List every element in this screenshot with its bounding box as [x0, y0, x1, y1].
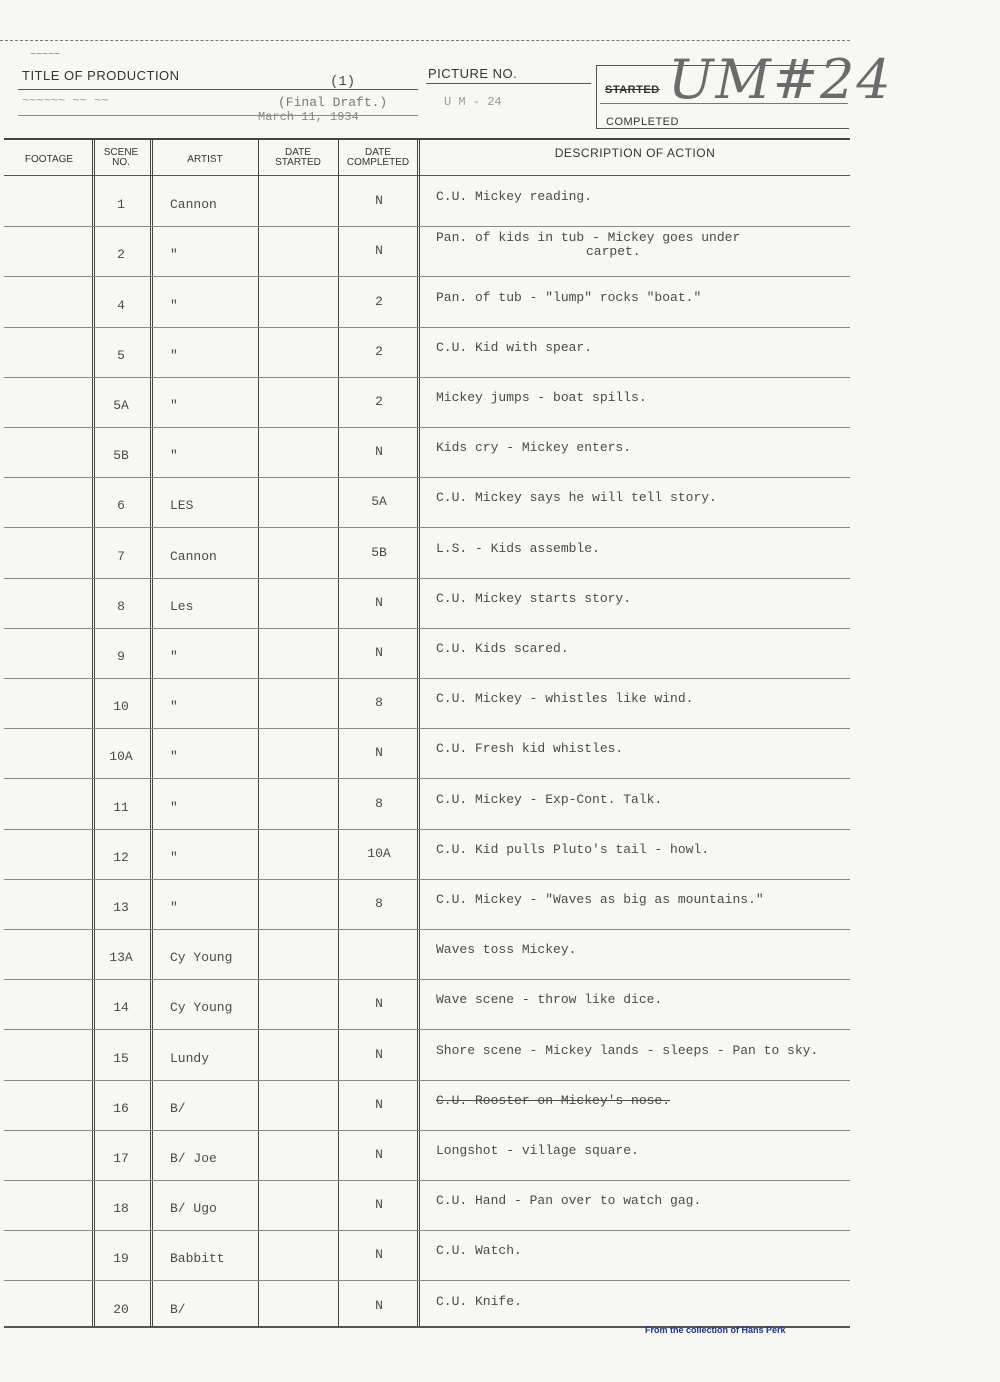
action-description: L.S. - Kids assemble.	[436, 540, 600, 556]
artist-name: "	[170, 749, 178, 765]
artist-name: Babbitt	[170, 1251, 225, 1267]
artist-name: Lundy	[170, 1050, 210, 1066]
scene-number: 16	[113, 1100, 129, 1116]
action-description: Wave scene - throw like dice.	[436, 992, 663, 1008]
scene-number: 5B	[113, 448, 129, 464]
scene-number: 2	[117, 247, 125, 263]
date-completed: N	[375, 644, 383, 660]
artist-name: "	[170, 699, 178, 715]
col-header-completed-2: COMPLETED	[346, 157, 410, 168]
table-top-rule	[4, 138, 850, 140]
row-divider	[4, 276, 850, 277]
row-divider	[4, 377, 850, 378]
scene-number: 15	[113, 1050, 129, 1066]
artist-name: B/	[170, 1100, 186, 1116]
date-completed: 8	[375, 695, 383, 711]
artist-name: "	[170, 397, 178, 413]
artist-name: LES	[170, 498, 194, 514]
scene-number: 5	[117, 347, 125, 363]
started-label: STARTED	[605, 84, 660, 96]
date-completed: N	[375, 1046, 383, 1062]
row-divider	[4, 628, 850, 629]
action-description: C.U. Mickey starts story.	[436, 590, 632, 606]
artist-name: Cy Young	[170, 1000, 233, 1016]
scene-number: 8	[117, 598, 125, 614]
scene-number: 19	[113, 1251, 129, 1267]
date-completed: 2	[375, 393, 383, 409]
stamp-mark: ~~~~~	[30, 50, 61, 61]
picture-no-label: PICTURE NO.	[428, 66, 518, 81]
col-header-started-2: STARTED	[275, 157, 321, 168]
artist-name: "	[170, 297, 178, 313]
action-description: C.U. Mickey - "Waves as big as mountains."	[436, 891, 764, 907]
row-divider	[4, 728, 850, 729]
top-divider	[0, 40, 850, 41]
artist-name: B/ Joe	[170, 1150, 217, 1166]
action-description: C.U. Kid with spear.	[436, 339, 593, 355]
action-description: C.U. Watch.	[436, 1243, 522, 1259]
row-divider	[4, 1080, 850, 1081]
scene-number: 7	[117, 548, 125, 564]
action-description: Shore scene - Mickey lands - sleeps - Pan to sky.	[436, 1042, 819, 1058]
title-value-faded: ~~~~~~ ~~ ~~	[22, 94, 109, 108]
row-divider	[4, 1230, 850, 1231]
handwritten-picture-number: UM#24	[668, 48, 893, 111]
col-header-footage: FOOTAGE	[24, 154, 74, 165]
date-completed: N	[375, 1096, 383, 1112]
action-description: Kids cry - Mickey enters.	[436, 440, 632, 456]
draft-date: March 11, 1934	[258, 110, 359, 124]
date-completed: N	[375, 594, 383, 610]
action-description: C.U. Mickey reading.	[436, 189, 593, 205]
col-header-completed-1: DATE	[365, 147, 391, 158]
artist-name: Cannon	[170, 548, 217, 564]
row-divider	[4, 1280, 850, 1281]
row-divider	[4, 226, 850, 227]
row-divider	[4, 879, 850, 880]
scene-number: 6	[117, 498, 125, 514]
scene-number: 1	[117, 197, 125, 213]
scene-number: 13	[113, 899, 129, 915]
artist-name: Cannon	[170, 197, 217, 213]
date-completed: N	[375, 1197, 383, 1213]
action-description: C.U. Hand - Pan over to watch gag.	[436, 1193, 702, 1209]
date-completed: N	[375, 243, 383, 259]
artist-name: "	[170, 849, 178, 865]
action-description: C.U. Kid pulls Pluto's tail - howl.	[436, 841, 710, 857]
action-description: Waves toss Mickey.	[436, 942, 577, 958]
draft-label: (Final Draft.)	[278, 95, 388, 110]
date-completed: 2	[375, 343, 383, 359]
col-divider-footage	[92, 140, 95, 1328]
scene-number: 9	[117, 648, 125, 664]
artist-name: Les	[170, 598, 194, 614]
scene-number: 14	[113, 1000, 129, 1016]
picture-no-value: U M - 24	[444, 95, 502, 109]
title-rule	[18, 89, 418, 90]
artist-name: B/	[170, 1301, 186, 1317]
row-divider	[4, 1180, 850, 1181]
date-completed: N	[375, 1146, 383, 1162]
action-description: C.U. Mickey - Exp-Cont. Talk.	[436, 791, 663, 807]
row-divider	[4, 778, 850, 779]
row-divider	[4, 1029, 850, 1030]
row-divider	[4, 678, 850, 679]
collection-credit: From the collection of Hans Perk	[645, 1325, 786, 1335]
date-completed: 2	[375, 293, 383, 309]
picture-rule	[426, 83, 591, 84]
action-description: Pan. of kids in tub - Mickey goes under	[436, 230, 741, 246]
col-header-description: DESCRIPTION OF ACTION	[554, 146, 716, 160]
row-divider	[4, 427, 850, 428]
date-completed: N	[375, 745, 383, 761]
action-description: C.U. Fresh kid whistles.	[436, 741, 624, 757]
row-divider	[4, 1130, 850, 1131]
page-number: (1)	[330, 74, 356, 90]
date-completed: N	[375, 193, 383, 209]
col-header-scene-2: NO.	[112, 157, 130, 168]
action-description-cont: carpet.	[586, 244, 641, 260]
row-divider	[4, 327, 850, 328]
scene-number: 20	[113, 1301, 129, 1317]
col-divider-scene	[150, 140, 153, 1328]
scene-number: 12	[113, 849, 129, 865]
artist-name: Cy Young	[170, 950, 233, 966]
scene-number: 5A	[113, 397, 129, 413]
column-header-rule	[4, 175, 850, 176]
row-divider	[4, 527, 850, 528]
scene-number: 10	[113, 699, 129, 715]
title-label: TITLE OF PRODUCTION	[22, 68, 180, 83]
row-divider	[4, 929, 850, 930]
row-divider	[4, 829, 850, 830]
scene-number: 13A	[109, 950, 133, 966]
scene-number: 18	[113, 1201, 129, 1217]
artist-name: "	[170, 347, 178, 363]
date-completed: N	[375, 444, 383, 460]
artist-name: "	[170, 448, 178, 464]
artist-name: "	[170, 648, 178, 664]
action-description: Longshot - village square.	[436, 1142, 639, 1158]
date-completed: N	[375, 1247, 383, 1263]
artist-name: "	[170, 899, 178, 915]
col-divider-artist	[258, 140, 259, 1328]
action-description: C.U. Knife.	[436, 1293, 522, 1309]
scene-number: 17	[113, 1150, 129, 1166]
date-completed: 5A	[371, 494, 387, 510]
date-completed: 8	[375, 895, 383, 911]
col-header-artist: ARTIST	[187, 154, 223, 165]
artist-name: "	[170, 247, 178, 263]
col-divider-started	[338, 140, 339, 1328]
col-header-started-1: DATE	[285, 147, 311, 158]
scene-number: 10A	[109, 749, 133, 765]
artist-name: B/ Ugo	[170, 1201, 217, 1217]
action-description: C.U. Rooster on Mickey's nose.	[436, 1092, 671, 1108]
artist-name: "	[170, 799, 178, 815]
scene-number: 4	[117, 297, 125, 313]
scene-number: 11	[113, 799, 129, 815]
action-description: Pan. of tub - "lump" rocks "boat."	[436, 289, 702, 305]
action-description: C.U. Kids scared.	[436, 640, 569, 656]
date-completed: 5B	[371, 544, 387, 560]
date-completed: 8	[375, 795, 383, 811]
col-header-scene-1: SCENE	[103, 147, 139, 158]
action-description: C.U. Mickey says he will tell story.	[436, 490, 717, 506]
row-divider	[4, 979, 850, 980]
action-description: C.U. Mickey - whistles like wind.	[436, 691, 694, 707]
date-completed: 10A	[367, 845, 391, 861]
completed-label: COMPLETED	[606, 116, 679, 128]
date-completed: N	[375, 1297, 383, 1313]
date-completed: N	[375, 996, 383, 1012]
action-description: Mickey jumps - boat spills.	[436, 389, 647, 405]
row-divider	[4, 578, 850, 579]
row-divider	[4, 477, 850, 478]
